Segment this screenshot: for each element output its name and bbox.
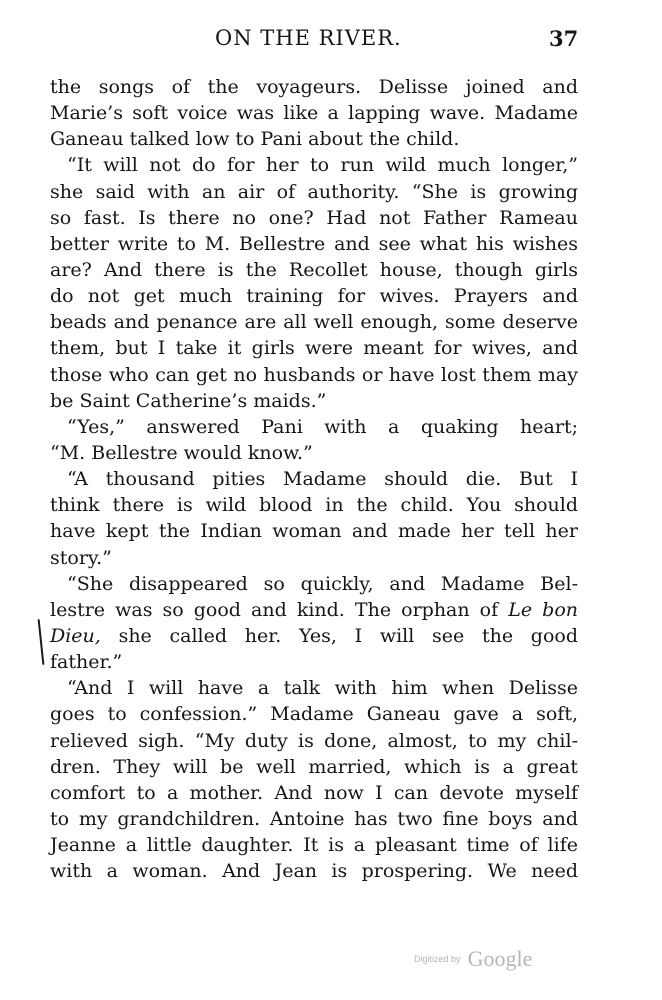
text-line: those who can get no husbands or have lost them may [50,363,578,386]
text-line: be Saint Catherine’s maids.” [50,389,327,412]
body-text [50,74,578,884]
text-line: dren. They will be well married, which is a great [50,755,578,778]
text-line: to my grandchildren. Antoine has two fine boys and [50,807,578,830]
text-line: “M. Bellestre would know.” [50,441,313,464]
watermark-digitized-by: Digitized by [414,954,461,964]
text-line: “It will not do for her to run wild much longer,” [67,154,578,177]
text-line: so fast. Is there no one? Had not Father Rameau [50,206,578,229]
text-line: do not get much training for wives. Prayers and [50,285,578,308]
text-line-with-italic [50,623,578,649]
italic-phrase: Le bon [508,598,578,621]
text-line: have kept the Indian woman and made her tell her [50,520,578,543]
text-line: “She disappeared so quickly, and Madame Bel- [67,572,578,595]
text-line: father.” [50,651,123,674]
text-fragment: she called her. Yes, I will see the good [118,624,578,647]
text-line: Ganeau talked low to Pani about the child. [50,128,460,151]
text-line: story.” [50,546,112,569]
text-line: “Yes,” answered Pani with a quaking heart; [67,415,578,438]
text-line: comfort to a mother. And now I can devote myself [50,781,578,804]
margin-pencil-mark [38,619,45,665]
text-line: the songs of the voyageurs. Delisse joined and [50,76,578,98]
digitization-watermark [414,946,532,972]
google-logo: Google [467,946,533,971]
text-line: “A thousand pities Madame should die. But I [67,468,578,491]
text-line-with-italic [50,597,578,623]
running-head [0,26,662,56]
text-fragment: lestre was so good and kind. The orphan of [50,598,499,621]
text-line: think there is wild blood in the child. You should [50,494,578,517]
text-line: better write to M. Bellestre and see what his wishes [50,232,578,255]
text-line: goes to confession.” Madame Ganeau gave a soft, [50,703,578,726]
running-title: ON THE RIVER. [215,26,402,50]
text-line: Marie’s soft voice was like a lapping wave. Madame [50,102,578,125]
text-line: with a woman. And Jean is prospering. We need [50,860,578,883]
text-line: them, but I take it girls were meant for wives, and [50,337,578,360]
text-line: Jeanne a little daughter. It is a pleasant time of life [50,834,578,857]
text-line: “And I will have a talk with him when Delisse [67,677,578,700]
text-line: relieved sigh. “My duty is done, almost, to my chil- [50,729,578,752]
text-line: are? And there is the Recollet house, though girls [50,258,578,281]
text-line: she said with an air of authority. “She is growing [50,180,578,203]
text-line: beads and penance are all well enough, some deserve [50,311,578,334]
page-number: 37 [549,26,579,51]
italic-word: Dieu, [50,624,101,647]
